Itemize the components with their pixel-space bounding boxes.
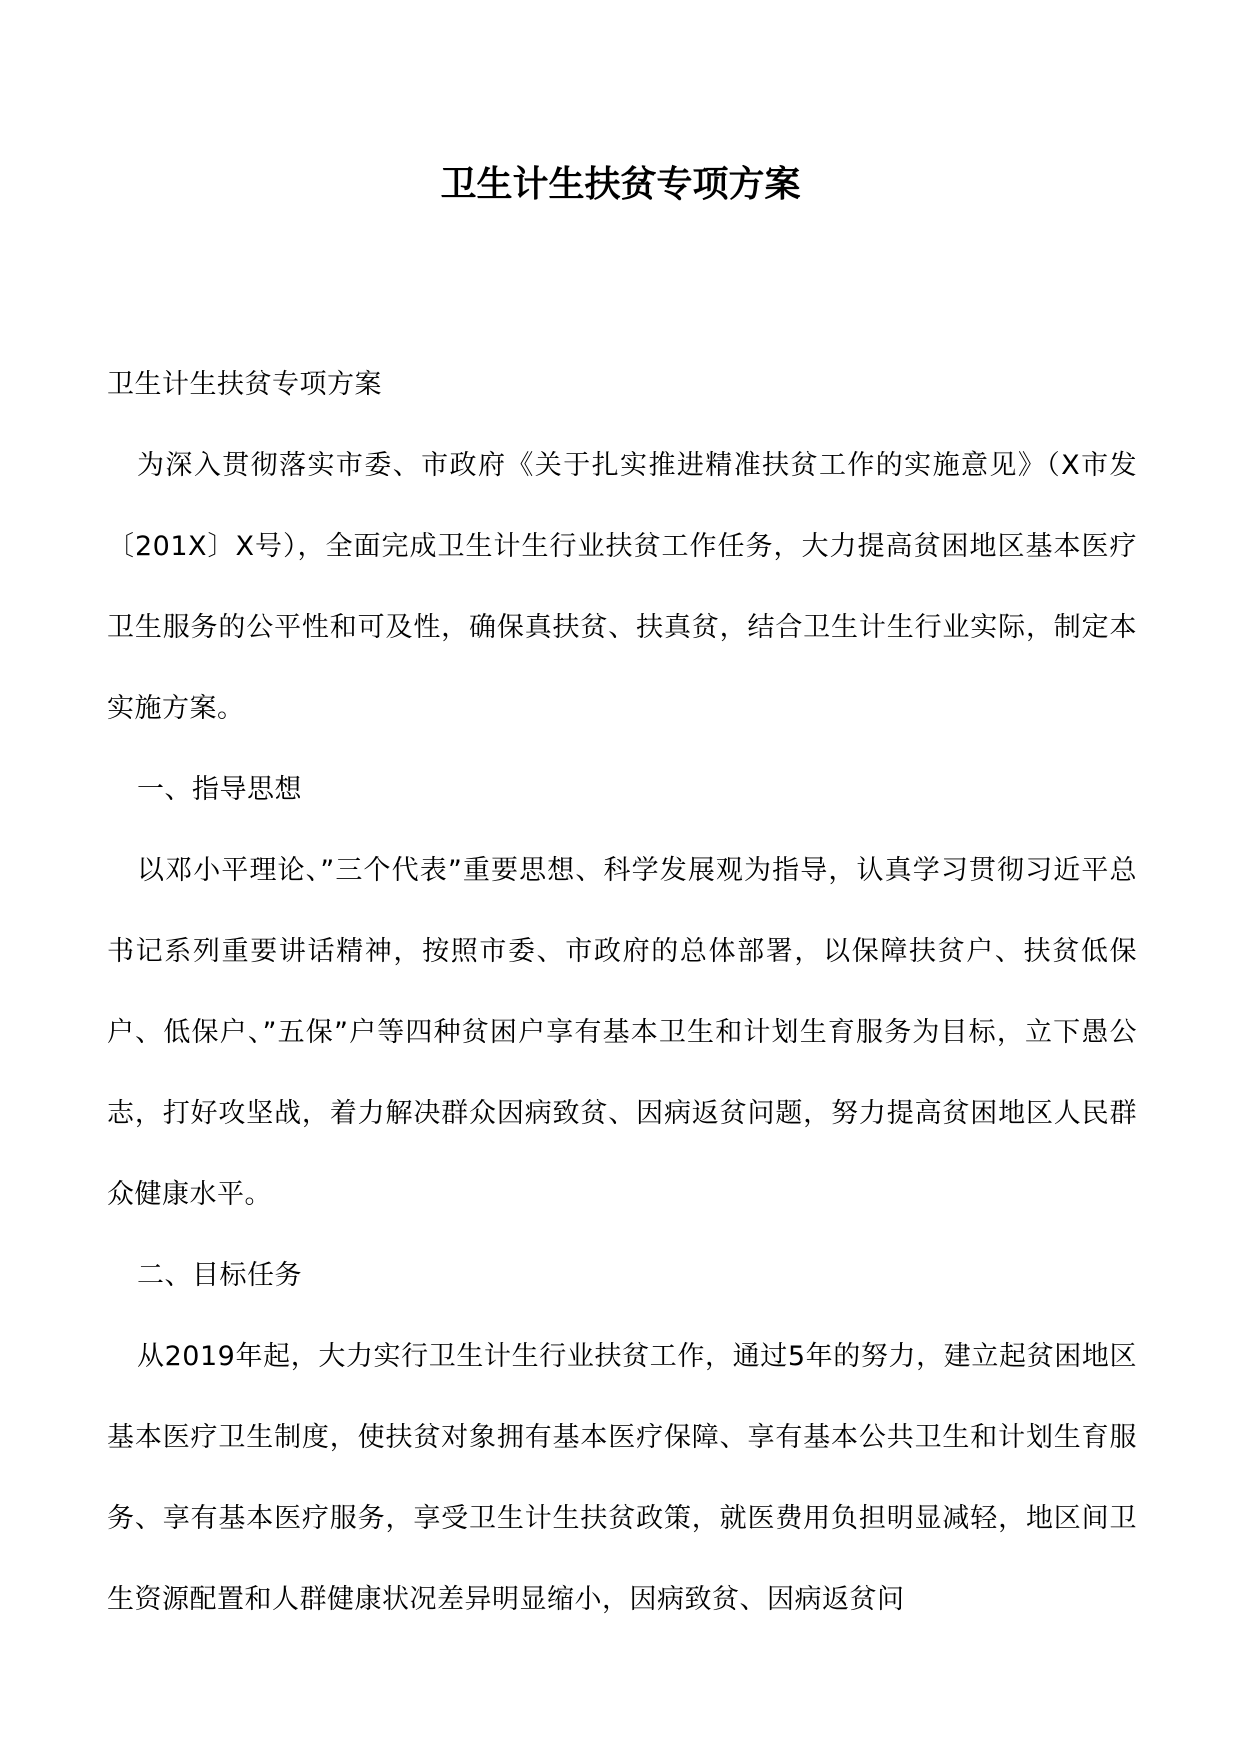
document-title: 卫生计生扶贫专项方案 bbox=[440, 163, 801, 205]
paragraph-heading-repeat: 卫生计生扶贫专项方案 bbox=[107, 369, 382, 400]
paragraph-guiding-ideology: 以邓小平理论、”三个代表”重要思想、科学发展观为指导，认真学习贯彻习近平总书记系列重要讲话精神，按照市委、市政府的总体部署，以保障扶贫户、扶贫低保户、低保户、”五保”户等四种贫困户享有基本卫生和计划生育服务为目标，立下愚公志，打好攻坚战，着力解决群众因病致贫、因病返贫问题，努力提高贫困地区人民群众健康水平。 bbox=[107, 855, 1137, 1210]
section-heading-guiding-ideology: 一、指导思想 bbox=[137, 774, 302, 805]
section-heading-goals: 二、目标任务 bbox=[137, 1260, 302, 1291]
document-body bbox=[107, 344, 1137, 1640]
paragraph-goals: 从2019年起，大力实行卫生计生行业扶贫工作，通过5年的努力，建立起贫困地区基本医疗卫生制度，使扶贫对象拥有基本医疗保障、享有基本公共卫生和计划生育服务、享有基本医疗服务，享受卫生计生扶贫政策，就医费用负担明显减轻，地区间卫生资源配置和人群健康状况差异明显缩小，因病致贫、因病返贫问 bbox=[107, 1341, 1137, 1615]
paragraph-intro: 为深入贯彻落实市委、市政府《关于扎实推进精准扶贫工作的实施意见》（X市发〔201X〕X号），全面完成卫生计生行业扶贫工作任务，大力提高贫困地区基本医疗卫生服务的公平性和可及性，确保真扶贫、扶真贫，结合卫生计生行业实际，制定本实施方案。 bbox=[107, 450, 1137, 724]
